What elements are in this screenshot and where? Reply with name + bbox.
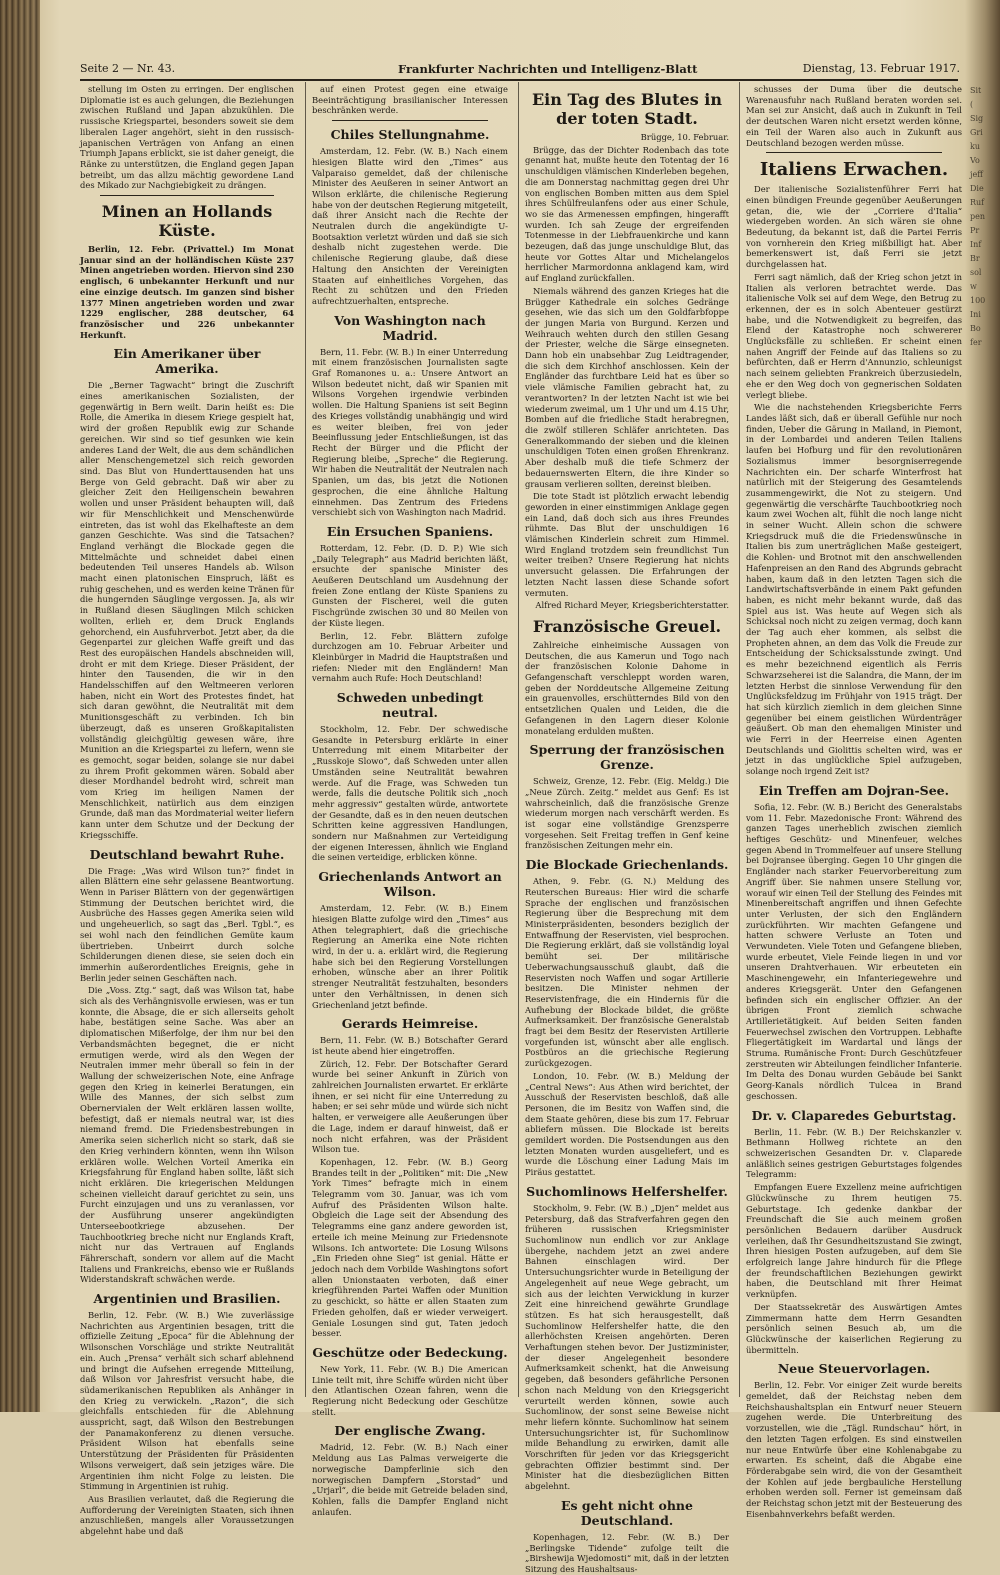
- article-paragraph: Wie die nachstehenden Kriegsberichte Ferrs Landes läßt sich, daß er überall Gefühle nur noch finden, Ueber die Gärung in Mailand, in Piemont, in der Lombardei und anderen Teilen Italiens laufen bei Hofburg und für den revolutionären Sozialismus immer besorgniserregende Nachrichten ein. Der scharfe Winterfrost hat natürlich mit der Steigerung des Gesamtelends zusammengewirkt, die Not zu steigern. Und gegenwärtig die verschärfte Tauchbootkrieg noch kaum zwei Wochen alt, fühlt die noch lange nicht in seiner Wucht. Allein schon die schwere Kriegsdruck muß die die Friedenswünsche in Italien bis zum unerträglichen Maße gesteigert, die Kohlen- und Brotnot mit den anschwellenden Hafenpreisen an den Rand des Abgrunds gebracht haben, kaum daß in den letzten Tagen sich die Landwirtschaftsverbände in einem Pakt gefunden haben, es nicht mehr bekannt wurde, daß das Spiel aus ist. Was heute auf Wegen sich als Schicksal noch nicht zu zeigen vermag, doch kann der Tag auch eher kommen, als selbst die Propheten ahnen, an dem das Volk die Freude zur Entscheidung der Schicksalsstunde zwingt. Und es mehr bezeichnend eigentlich als Ferris Schwarzseherei ist die Salandra, die Mann, der im letzten Herbst die sinnlose Verwendung für den Unglücksfeldzug im Frühjahr von 1915 trägt. Der hat sich kürzlich ziemlich in dem gleichen Sinne gegenüber bei einem geistlichen Würdenträger geäußert. Ob man den ehemaligen Minister und wie Ferri in der Heerreise einen Agenten Deutschlands und Giolittis schelten wird, was er jetzt in das unglückliche Spiel aufzugeben, solange noch irgend Zeit ist?: [746, 402, 962, 777]
- article-paragraph: Madrid, 12. Febr. (W. B.) Nach einer Meldung aus Las Palmas verweigerte die norwegische Dampferlinie sich den norwegischen Dampfern „Storstad“ und „Urjarl“, die beide mit Getreide beladen sind, Kohlen, falls die Dampfer England nicht anlaufen.: [312, 1442, 508, 1517]
- article-paragraph: Die tote Stadt ist plötzlich erwacht lebendig geworden in einer einstimmigen Anklage gegen ein Land, daß doch sich aus ihres Freundes rühmte. Das Blut der unschuldigen 16 vlämischen Kinderlein schreit zum Himmel. Wird England trotzdem sein freundlichst Tun weiter treiben? Unsere Regierung hat nichts unversucht gelassen. Die Erfahrungen der letzten Nacht lassen diese Schande sofort vermuten.: [525, 491, 729, 598]
- book-spine: [0, 0, 40, 1412]
- edge-fragment: pen: [970, 212, 986, 221]
- article-paragraph: Berlin, 11. Febr. (W. B.) Der Reichskanzler v. Bethmann Hollweg richtete an den schweizerischen Gesandten Dr. v. Claparede anläßlich seines gestrigen Geburtstages folgendes Telegramm:: [746, 1126, 962, 1180]
- edge-fragment: Br: [970, 254, 980, 263]
- divider: [766, 152, 942, 153]
- headline: Suchomlinows Helfershelfer.: [526, 1183, 728, 1199]
- article-paragraph: Die „Berner Tagwacht“ bringt die Zuschrift eines amerikanischen Sozialisten, der gegenwärtig in Bern weilt. Darin heißt es: Die Rolle, die Amerika in diesem Kriege gespielt hat, wird der großen Republik ewig zur Schande gereichen. Wir sind so tief gesunken wie kein anderes Land der Welt, die aus dem schändlichen aller Menschengemetzel sich reich geworden sind. Das Blut von Hunderttausenden hat uns Berge von Geld gebracht. Daß wir aber zu gleicher Zeit den Heiligenschein bewahren wollen und unser Präsident behaupten will, daß wir für Menschlichkeit und Menschenwürde eintreten, das ist wohl das Ekelhafteste an dem ganzen Geschichte. Was sind die Tatsachen? England verhängt die Blockade gegen die Mittelmächte und schneidet dabei einen bedeutenden Teil unseres Handels ab. Wilson macht einen platonischen Einspruch, läßt es ruhig geschehen, und es werden keine Tränen für die hungernden Säuglinge vergossen. Ja, als wir in Rußland diesen Säuglingen Milch schicken wollten, erlieh er, dem Druck Englands gehorchend, ein Ausfuhrverbot. Jetzt aber, da die Gegenpartei zur gleichen Waffe greift und das Rest des europäischen Handels abschneiden will, droht er mit dem Kriege. Dieser Präsident, der hinter den Tausenden, die wir in den Handelsschiffen auf den Weltmeeren verloren haben, nicht ein Wort des Protestes findet, hat sich daran gewöhnt, die Neutralität mit dem Munitionsgeschäft zu verbinden. Ich bin überzeugt, daß es unseren Großkapitalisten vollständig gleichgültig gewesen wäre, ihre Munition an die Kriegspartei zu liefern, wenn sie es gemocht, sogar beiden, solange sie nur dabei zu ihrem Profit gekommen wären. Sobald aber dieser Mordhandel bedroht wird, schreit man vom Krieg im heiligen Namen der Menschlichkeit, natürlich aus dem einzigen Grunde, daß man das Mordmaterial weiter liefern kann unter dem Schutze und der Deckung der Kriegsschiffe.: [80, 380, 294, 840]
- edge-fragment: Pr: [970, 226, 980, 235]
- article-paragraph: Brügge, das der Dichter Rodenbach das tote genannt hat, mußte heute den Totentag der 16 unschuldigen vlämischen Kinderleben begehen, die am Donnerstag nachmittag gegen drei Uhr von englischen Bomben mitten aus dem Spiel ihres Schülfreulanfens oder aus einer Schule, wo sie das Armenessen empfingen, hingerafft wurden. Ich sah Zeuge der ergreifenden Totenmesse in der Liebfrauenkirche und kann bezeugen, daß das junge unschuldige Blut, das heute vor Gottes Altar und Michelangelos herrlicher Marmordonna anklagend kam, wird auf England zurückfallen.: [525, 144, 729, 284]
- headline: Die Blockade Griechenlands.: [525, 857, 729, 873]
- edge-fragment: Ruf: [970, 198, 985, 207]
- article-paragraph: Empfangen Euere Exzellenz meine aufrichtigen Glückwünsche zu Ihrem heutigen 75. Geburtstage. Ich gedenke dankbar der Freundschaft die Sie auch meinem großen persönlichen Bedauern darüber Ausdruck verleihen, daß Ihr Gesundheitszustand Sie zwingt, Ihren hiesigen Posten aufzugeben, auf dem Sie erfolgreich lange Jahre hindurch für die Pflege der freundschaftlichen Beziehungen gewirkt haben, die Deutschland mit Ihrer Heimat verknüpfen.: [746, 1182, 962, 1300]
- article-paragraph: Berlin, 12. Febr. Vor einiger Zeit wurde bereits gemeldet, daß der Reichstag neben dem Reichshaushaltsplan ein Entwurf neuer Steuern zugehen werde. Die Unterbreitung des vorzustellen, wie die „Tägl. Rundschau“ hört, in den letzten Tagen erfolgen. Es sind einstweilen nur neue Entwürfe über eine Kohlenabgabe zu erwarten. Es scheint, daß die Abgabe eine Förderabgabe sein wird, die von der Gesamtheit der Kohlen auf jede bergbauliche Herstellung erhoben werden soll. Ferner ist gemeinsam daß der Reichstag schon jetzt mit der Besteuerung des Eisenbahnverkehrs befaßt werden.: [746, 1380, 962, 1519]
- column-separator: [739, 82, 740, 1397]
- headline: Von Washington nach Madrid.: [334, 312, 486, 343]
- column-separator: [305, 82, 306, 1397]
- article-paragraph: Zahlreiche einheimische Aussagen von Deutschen, die aus Kamerun und Togo nach der französischen Kolonie Dahome in Gefangenschaft verschleppt worden waren, geben der Norddeutsche Allgemeine Zeitung ein grauenvolles, erschütterndes Bild von den entsetzlichen Qualen und Leiden, die die Gefangenen in den Lagern dieser Kolonie monatelang erdulden mußten.: [525, 639, 729, 736]
- headline: Es geht nicht ohne Deutschland.: [561, 1497, 693, 1528]
- edge-fragment: Bo: [970, 324, 981, 333]
- column-1: [80, 84, 294, 1537]
- headline: Der englische Zwang.: [334, 1423, 486, 1439]
- dateline: Brügge, 10. Februar.: [640, 132, 729, 142]
- article-paragraph: schusses der Duma über die deutsche Warenausfuhr nach Rußland beraten worden sei. Man sei zur Ansicht, daß auch in Zukunft in Teil der deutschen Waren nicht ersetzt werden könne, ein Teil der Waren also auch in Zukunft aus Deutschland bezogen werden müsse.: [746, 84, 962, 148]
- article-paragraph: Berlin, 12. Febr. Blättern zufolge durchzogen am 10. Februar Arbeiter und Kleinbürger in Madrid die Hauptstraßen und riefen: Nieder mit den Engländern! Man vernahm auch Rufe: Hoch Deutschland!: [312, 630, 508, 684]
- article-paragraph: Amsterdam, 12. Febr. (W. B.) Nach einem hiesigen Blatte wird den „Times“ aus Valparaiso gemeldet, daß der chilenische Minister des Aeußeren in seiner Antwort an Wilson erklärte, die chilenische Regierung habe von der deutschen Regierung mitgeteilt, daß ihrer Ansicht nach die Rechte der Neutralen durch die angekündigte U-Bootsaktion verletzt würden und daß sie sich deshalb nicht zugestehen werde. Die chilenische Regierung glaube, daß diese Haltung den Ansichten der Vereinigten Staaten auf einheitliches Vorgehen, das Recht zu schützen und den Frieden aufrechtzuerhalten, entspreche.: [312, 146, 508, 306]
- column-4: [746, 84, 962, 1519]
- column-3: [525, 84, 729, 1574]
- article-paragraph: London, 10. Febr. (W. B.) Meldung der „Central News“: Aus Athen wird berichtet, der Ausschuß der Reservisten beschloß, daß alle Personen, die im Besitz von Waffen sind, die dem Staate gehören, diese bis zum 17. Februar abliefern müssen. Die Blockade ist bereits gemildert worden. Die Postsendungen aus den letzten Monaten wurden ausgeliefert, und es wurde die Löschung einer Ladung Mais im Piräus gestattet.: [525, 1070, 729, 1178]
- article-paragraph: Bern, 11. Febr. (W. B.) In einer Unterredung mit einem französischen Journalisten sagte Graf Romanones u. a.: Unsere Antwort an Wilson bedeutet nicht, daß wir Spanien mit Wilsons Vorgehen irgendwie verbinden wollen. Die Haltung Spaniens ist seit Beginn des Krieges vollständig unabhängig und wird es weiter bleiben, frei von jeder Beeinflussung jeder Entschließungen, ist das Recht der Bürger und die Pflicht der Regierung bleibe, „Spreche“ die Regierung. Wir haben die Neutralität der Neutralen nach Spanien, um das, bis jetzt die Notionen gesprochen, die eine ähnliche Haltung einnehmen. Das Zentrum des Friedens verschiebt sich von Washington nach Madrid.: [312, 346, 508, 518]
- article-paragraph: Der Staatssekretär des Auswärtigen Amtes Zimmermann hatte dem Herrn Gesandten persönlich seinen Besuch ab, um die Glückwünsche der kaiserlichen Regierung zu übermitteln.: [746, 1301, 962, 1355]
- article-paragraph: New York, 11. Febr. (W. B.) Die American Linie teilt mit, ihre Schiffe würden nicht über den Atlantischen Ozean fahren, wenn die Regierung nicht Bedeckung oder Geschütze stellt.: [312, 1363, 508, 1417]
- headline: Chiles Stellungnahme.: [330, 127, 490, 143]
- headline: Argentinien und Brasilien.: [93, 1291, 281, 1307]
- issue-date: Dienstag, 13. Februar 1917.: [802, 62, 960, 75]
- author-signature: Alfred Richard Meyer, Kriegsberichterstatter.: [535, 600, 729, 611]
- edge-fragment: w: [970, 282, 977, 291]
- page-number: Seite 2 — Nr. 43.: [80, 62, 176, 75]
- edge-fragment: Die: [970, 184, 984, 193]
- edge-fragment: Ini: [970, 310, 981, 319]
- edge-fragment: (: [970, 100, 974, 109]
- article-paragraph: Kopenhagen, 12. Febr. (W. B.) Der „Berlingske Tidende“ zufolge teilt die „Birshewija Wjedomosti“ mit, daß in der letzten Sitzung des Haushaltsaus-: [525, 1531, 729, 1574]
- article-paragraph: Sofia, 12. Febr. (W. B.) Bericht des Generalstabs vom 11. Febr. Mazedonische Front: Während des ganzen Tages unerheblich zwischen ziemlich heftiges Geschütz- und Minenfeuer, welches gegen Abend in Trommelfeuer auf unsere Stellung bei Dojransee überging. Gegen 10 Uhr gingen die Engländer nach starker Feuervorbereitung zum Angriff über. Sie nahmen unsere Stellung vor, worauf wir einen Teil der Stellung des Feindes mit Minenbereitschaft angriffen und ihnen Gefechte unter Verlusten, der sich den Engländern zurückführten. Wir machten Gefangene und hatten schwere Verluste an Toten und Verwundeten. Viele Toten und Gefangene blieben, wurde erbeutet, Viele Feinde liegen in und vor unseren Drahtverhauen. Wir erbeuteten ein Maschinengewehr, ein Infanteriegewehre und anderes Kriegsgerät. Unter den Gefangenen befinden sich ein englischer Offizier. An der übrigen Front ziemlich schwache Artillerietätigkeit. Auf beiden Seiten fanden Feuerwechsel zwischen den Vortruppen. Lebhafte Fliegertätigkeit im Wardartal und längs der Struma. Rumänische Front: Durch Geschützfeuer zerstreuten wir Abteilungen feindlicher Infanterie. Im Delta des Donau wurden Gebäude bei Sankt Georg-Kanals nördlich Tulcea in Brand geschossen.: [746, 801, 962, 1101]
- article-paragraph: Ferri sagt nämlich, daß der Krieg schon jetzt in Italien als verloren betrachtet werde. Das italienische Volk sei auf dem Wege, den Betrug zu erkennen, der es in solch Abenteuer gestürzt habe, und die Notwendigkeit zu begreifen, das Elend der Katastrophe noch schwererer Unglücksfälle zu schließen. Er scheint einen nahen Angriff der Feinde auf das Italiens so zu befürchten, daß er Herrn d'Annunzio, schleunigst nach seinem geliebten Frankreich überzusiedeln, ehe er den Weg doch von gegnerischen Soldaten verlegt bliebe.: [746, 271, 962, 400]
- edge-fragment: Gri: [970, 128, 983, 137]
- edge-fragment: sol: [970, 268, 982, 277]
- headline: Minen an Hollands Küste.: [101, 202, 273, 241]
- article-paragraph: Stockholm, 12. Febr. Der schwedische Gesandte in Petersburg erklärte in einer Unterredung mit einem Mitarbeiter der „Russkoje Slowo“, daß Schweden unter allen Umständen seine Neutralität bewahren werde. Auf die Frage, was Schweden tun werde, falls die deutsche Politik sich „noch mehr aggressiv“ gestalten würde, antwortete der Gesandte, daß es in den neuen deutschen Schritten keine aggressiven Handlungen, sondern nur Maßnahmen zur Verteidigung der eigenen Interessen, ähnlich wie England die seinen verteidige, erblicken könne.: [312, 724, 508, 863]
- edge-fragment: Sig: [970, 114, 984, 123]
- headline: Ein Treffen am Dojran-See.: [759, 782, 949, 798]
- article-paragraph: Berlin, 12. Febr. (Privattel.) Im Monat Januar sind an der holländischen Küste 237 Minen angetrieben worden. Hiervon sind 230 englisch, 6 unbekannter Herkunft und nur eine einzige deutsch. Im ganzen sind bisher 1377 Minen angetrieben worden und zwar 1229 englischer, 288 deutscher, 64 französischer und 226 unbekannter Herkunft.: [80, 244, 294, 340]
- article-paragraph: auf einen Protest gegen eine etwaige Beeinträchtigung brasilianischer Interessen beschränken werde.: [312, 84, 508, 116]
- edge-fragment: jeff: [970, 170, 983, 179]
- adjacent-page-edge: [970, 84, 1000, 1394]
- headline: Geschütze oder Bedeckung.: [312, 1344, 508, 1360]
- column-separator: [518, 82, 519, 1397]
- divider: [100, 195, 274, 196]
- article-paragraph: Kopenhagen, 12. Febr. (W. B.) Georg Brandes teilt in der „Politiken“ mit: Die „New York Times“ befragte mich in einem Telegramm vom 30. Januar, was ich vom Aufruf des Präsidenten Wilson halte. Obgleich die Lage seit der Absendung des Telegramms eine ganz andere geworden ist, erteile ich meine Meinung zur Friedensnote Wilsons. Ich antwortete: Die Losung Wilsons „Ein Frieden ohne Sieg“ ist genial. Hätte er jedoch nach dem Vorbilde Washingtons sofort allen Unionstaaten verboten, daß einer kriegführenden Partei Waffen oder Munition zu geschickt, so hätte er allen Staaten zum Frieden geholfen, daß er wieder verweigert. Geniale Losungen sind gut, Taten jedoch besser.: [312, 1156, 508, 1339]
- edge-fragment: ku: [970, 142, 980, 151]
- article-paragraph: stellung im Osten zu erringen. Der englischen Diplomatie ist es auch gelungen, die Beziehungen zwischen Rußland und Japan abzukühlen. Die russische Kriegspartei, besonders soweit sie dem liberalen Lager angehört, sieht in den russisch-japanischen Verträgen von Anfang an einen Triumph Japans erblickt, sie ist daher geneigt, die Ränke zu unterstützen, die England gegen Japan betreibt, um das allzu mächtig gewordene Land des Mikado zur Nachgiebigkeit zu drängen.: [80, 84, 294, 191]
- edge-fragment: Vo: [970, 156, 980, 165]
- article-paragraph: Zürich, 12. Febr. Der Botschafter Gerard wurde bei seiner Ankunft in Zürich von zahlreichen Journalisten erwartet. Er erklärte ihnen, er sei nicht für eine Unterredung zu haben; er sei sehr müde und würde sich nicht halten, er verweigere alle Aeußerungen über die Lage, indem er darauf hinweist, daß er noch nicht erfahren, was der Präsident Wilson tue.: [312, 1058, 508, 1155]
- divider: [332, 120, 488, 121]
- article-paragraph: Berlin, 12. Febr. (W. B.) Wie zuverlässige Nachrichten aus Argentinien besagen, tritt die offizielle Zeitung „Epoca“ für die Ablehnung der Wilsonschen Vorschläge und strikte Neutralität ein. Auch „Prensa“ verhält sich scharf ablehnend und bringt die Aufsehen erregende Mitteilung, daß Wilson vor Jahresfrist versucht habe, die südamerikanischen Republiken als Anhänger in den Krieg zu verwickeln. „Razon“, die sich gleichfalls entschieden für die Ablehnung ausspricht, sagt, daß Wilson den Bestrebungen der Panamakonferenz zu dienen versuche. Präsident Wilson hat ebenfalls seine Unterstützung der Präsidenten für Präsidenten Wilsons verweigert, daß sein jetziges wäre. Die Argentinien ihm nicht Folge zu leisten. Die Stimmung in Argentinien ist ruhig.: [80, 1310, 294, 1492]
- article-paragraph: Stockholm, 9. Febr. (W. B.) „Djen“ meldet aus Petersburg, daß das Strafverfahren gegen den früheren russischen Kriegsminister Suchomlinow nun endlich vor zur Anklage übergehe, nachdem jetzt an zwei andere Bahnen einschlagen wird. Der Untersuchungsrichter wurde in Beteiligung der Angelegenheit auf neue Wege gebracht, um sich aus der leichten Verwicklung in kurzer Zeit eine hinreichend gewährte Grundlage stützen. Es hat sich herausgestellt, daß Suchomlinow Helfershelfer hatte, die den allerhöchsten Kreisen angehörten. Deren Verhaftungen stehen bevor. Der Justizminister, der dieser Angelegenheit besondere Aufmerksamkeit schenkt, hat die Anweisung gegeben, daß besonders gefährliche Personen schon nach Meldung von den Kriegsgericht verurteilt werden können, sowie auch Suchomlinow, der sonst seine Beweise nicht mehr liefern könnte. Suchomlinow hat seinem Untersuchungsrichter ist, für Suchomlinow milde Behandlung zu erwirken, damit alle Vorschriften für jeden vor das Kriegsgericht gebrachten Offizier bestimmt sind. Der Minister hat die diesbezüglichen Bitten abgelehnt.: [525, 1202, 729, 1492]
- edge-fragment: 100: [970, 296, 986, 305]
- article-paragraph: Athen, 9. Febr. (G. N.) Meldung des Reuterschen Bureaus: Hier wird die scharfe Sprache der englischen und französischen Regierung über die Besprechung mit dem Ministerpräsidenten, besonders beziglich der Entwaffnung der Reservisten, viel besprochen. Die Regierung erklärt, daß sie vollständig loyal bemüht sei. Der militärische Ueberwachungsausschuß glaubt, daß die Reservisten noch Waffen und sogar Artillerie besitzen. Die Minister nehmen der Reservistenfrage, die ein Hindernis für die Aufhebung der Blockade bildet, die größte Aufmerksamkeit. Der französische Generalstab fragt bei dem Besitz der Reservisten Artillerie vorgefunden ist, wünscht aber alle englisch. Postbüros an die griechische Regierung zurückgezogen.: [525, 876, 729, 1069]
- masthead: Frankfurter Nachrichten und Intelligenz-Blatt: [398, 62, 698, 76]
- headline: Sperrung der französischen Grenze.: [529, 742, 725, 773]
- header-rule: [80, 79, 958, 81]
- article-paragraph: Bern, 11. Febr. (W. B.) Botschafter Gerard ist heute abend hier eingetroffen.: [312, 1035, 508, 1056]
- column-2: [312, 84, 508, 1517]
- edge-fragment: fer: [970, 338, 982, 347]
- article-paragraph: Schweiz, Grenze, 12. Febr. (Eig. Meldg.) Die „Neue Zürch. Zeitg.“ meldet aus Genf: Es ist wahrscheinlich, daß die französische Grenze wiederum morgen nach verschärft werden. Es ist sogar eine vollständige Grenzsperre vorgesehen. Seit Freitag treffen in Genf keine französischen Zeitungen mehr ein.: [525, 776, 729, 851]
- headline: Ein Ersuchen Spaniens.: [326, 523, 494, 539]
- article-paragraph: Amsterdam, 12. Febr. (W. B.) Einem hiesigen Blatte zufolge wird den „Times“ aus Athen telegraphiert, daß die griechische Regierung an Amerika eine Note richten wird, in der u. a. erklärt wird, die Regierung habe sich bei den Regierung Vorstellungen erhoben, wünsche aber an ihrer Politik strenger Neutralität festzuhalten, besonders unter den Verhältnissen, in denen sich Griechenland jetzt befinde.: [312, 903, 508, 1010]
- article-paragraph: Die „Voss. Ztg.“ sagt, daß was Wilson tat, habe sich als des Verhängnisvolle erwiesen, was er tun konnte, die Absage, die er sich allerseits geholt habe, bestätigen seine Sache. Was aber an diplomatischen Mißerfolge, der ihm nur bei den Verbandsmächten begegnet, die er nicht ermutigen werde, wird als den Wegen der Neutralen immer mehr überall so fein in der Wallung der schweizerischen Note, eine Anfrage gegen den Krieg in keinerlei Beratungen, ein Wille des Mannes, der sich selbst zum Obernervialen der Welt erklären lassen wollte, befestigt, daß er niemals neutral war, ist dies niemand fremd. Die Friedensbestrebungen in Amerika seien sicherlich nicht so stark, daß sie den Krieg verhindern könnten, wenn ihn Wilson erklären wolle. Welchen Vorteil Amerika ein Kriegsfahrung für England haben sollte, läßt sich nicht erklären. Die kriegerischen Meldungen scheinen vielleicht darauf gerichtet zu sein, uns Furcht einzujagen und uns zu veranlassen, vor der Ausführung unserer angekündigten Unterseebootkriege abzusehen. Der Tauchbootkrieg breche nicht nur Englands Kraft, nicht nur das Vertrauen auf Englands Fährerschaft, sondern vor allem auf die Macht Italiens und Frankreichs, ebenso wie er Rußlands Widerstandskraft schwächen werde.: [80, 985, 294, 1285]
- headline: Neue Steuervorlagen.: [777, 1361, 931, 1377]
- headline: Gerards Heimreise.: [341, 1016, 479, 1032]
- page-header: [80, 60, 960, 80]
- article-paragraph: Die Frage: „Was wird Wilson tun?“ findet in allen Blättern eine sehr gelassene Beantwortung. Wenn in Pariser Blättern von der gegenwärtigen Stimmung der Deutschen berichtet wird, die Ausbrüche des Hasses gegen Amerika seien wild und ungeheuerlich, so sagt das „Berl. Tgbl.“, es sei wohl nach den feindlichen Gemüte kaum übertrieben. Unbeirrt durch solche Schilderungen dienen diese, sie seien doch ein immerhin außerordentliches Ereignis, gehe in Berlin jeder seinen Geschäften nach.: [80, 865, 294, 983]
- article-paragraph: Niemals während des ganzen Krieges hat die Brügger Kathedrale ein solches Gedränge gesehen, wie das sich um den Goldfarbfoppe der jungen Maria von Burgund. Kerzen und Weihrauch wehten durch den stillen Gesang der Priester, welche die Särge einsegneten. Dann hob ein unabsehbar Zug Leidtragender, die sich dem Kirchhof anschlossen. Kein der Engländer das furchtbare Leid hat es über so viele vlämische Familien gebracht hat, zu verantworten? In der letzten Nacht ist wie bei wiederum zweimal, um 1 Uhr und um 4.15 Uhr, Bomben auf die friedliche Stadt herabregnen, die zwölf stilleren Schläfer anrichteten. Das Generalkommando der sieben und die kleinen unschuldigen Toten einen großen Ehrenkranz. Aber deshalb muß die tiefe Schmerz der bedauernswerten Eltern, die ihre Kinder so grausam verlieren sollten, dereinst bleiben.: [525, 285, 729, 489]
- edge-fragment: Inf: [970, 240, 982, 249]
- headline: Schweden unbedingt neutral.: [336, 690, 484, 721]
- headline: Italiens Erwachen.: [759, 159, 949, 181]
- edge-fragment: Sit: [970, 86, 982, 95]
- article-paragraph: Der italienische Sozialistenführer Ferri hat einen bündigen Freunde gegenüber Aeußerungen getan, die, wie der „Corriere d'Italia“ wiedergeben worden. An sich wären sie ohne Bedeutung, da bekannt ist, daß die Partei Ferris von vornherein den Krieg mißbilligt hat. Aber bemerkenswert ist, daß Ferri sie jetzt durchgelassen hat.: [746, 184, 962, 270]
- headline: Deutschland bewahrt Ruhe.: [89, 846, 285, 862]
- headline: Ein Tag des Blutes in der toten Stadt.: [531, 90, 722, 128]
- article-paragraph: Aus Brasilien verlautet, daß die Regierung die Aufforderung der Vereinigten Staaten, sich ihnen anzuschließen, mangels aller Voraussetzungen abgelehnt habe und daß: [80, 1493, 294, 1537]
- headline: Griechenlands Antwort an Wilson.: [318, 869, 502, 900]
- headline: Französische Greuel.: [532, 616, 722, 636]
- headline: Dr. v. Claparedes Geburtstag.: [751, 1107, 957, 1123]
- article-paragraph: Rotterdam, 12. Febr. (D. D. P.) Wie sich „Daily Telegraph“ aus Madrid berichten läßt, ersuchte der spanische Minister des Aeußeren Deutschland um Ausdehnung der freien Zone entlang der Küste Spaniens zu Gunsten der Fischerei, weil die guten Fischgründe zwischen 30 und 80 Meilen von der Küste liegen.: [312, 542, 508, 628]
- headline: Ein Amerikaner über Amerika.: [113, 346, 261, 377]
